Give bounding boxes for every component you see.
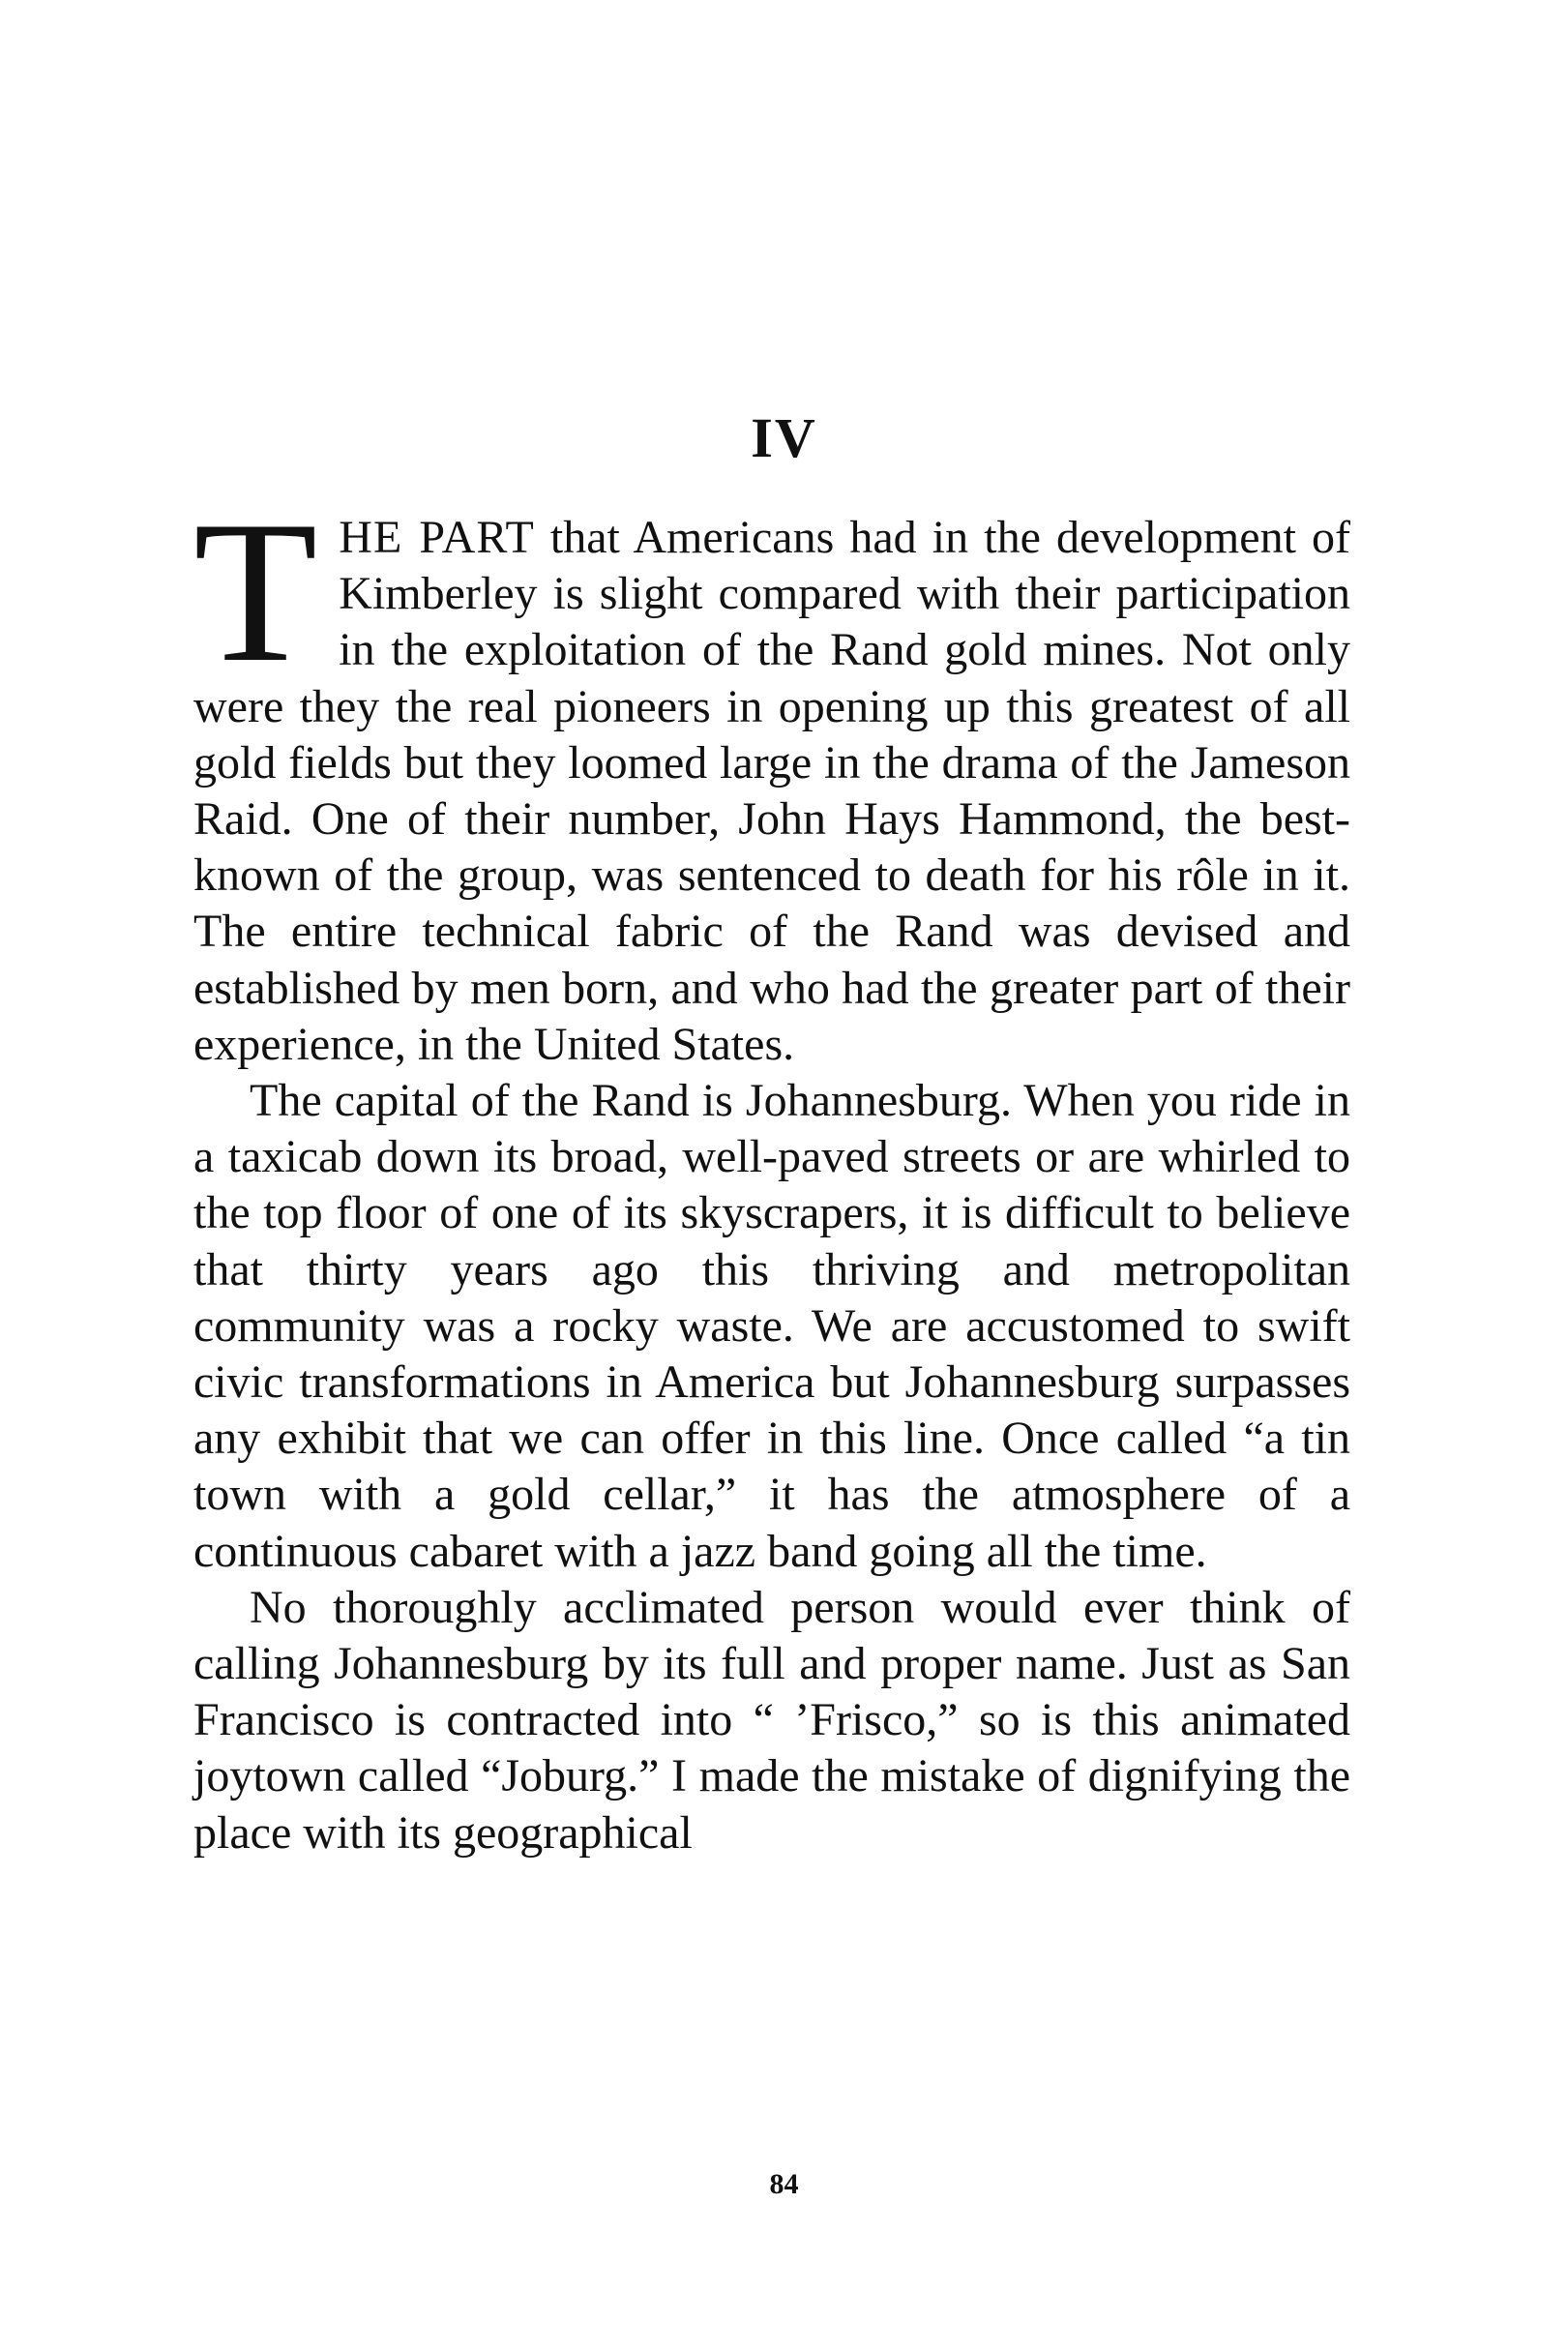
lead-in-small-caps: HE PART (339, 512, 535, 563)
paragraph-1 (193, 480, 1351, 1073)
paragraph-2: The capital of the Rand is Johannesburg. When you ride in a taxicab down its broad, well-paved streets or are whirled to the top floor of one of its skyscrapers, it is difficult to believe that thirty years ago this thriving and metropolitan community was a rocky waste. We are accustomed to swift civic transformations in America but Johannesburg surpasses any exhibit that we can offer in this line. Once called “a tin town with a gold cellar,” it has the atmosphere of a continuous cabaret with a jazz band going all the time. (193, 1075, 1350, 1577)
drop-cap: T (193, 480, 318, 704)
chapter-number: IV (751, 406, 817, 469)
paragraph-1-text: that Americans had in the development of Kimberley is slight compared with their participation in the exploitation of the Rand gold mines. Not only were they the real pioneers in opening up this greatest of all gold fields but they loomed large in the drama of the Jameson Raid. One of their number, John Hays Hammond, the best-known of the group, was sentenced to death for his rôle in it. The entire technical fabric of the Rand was devised and established by men born, and who had the greater part of their experience, in the United States. (193, 512, 1351, 1070)
page-number: 84 (769, 2168, 799, 2200)
body-text (193, 480, 1351, 1861)
paragraph-3: No thoroughly acclimated person would ever think of calling Johannesburg by its full and proper name. Just as San Francisco is contracted into “ ’Frisco,” so is this animated joytown called “Joburg.” I made the mistake of dignifying the place with its geographical (193, 1581, 1350, 1859)
